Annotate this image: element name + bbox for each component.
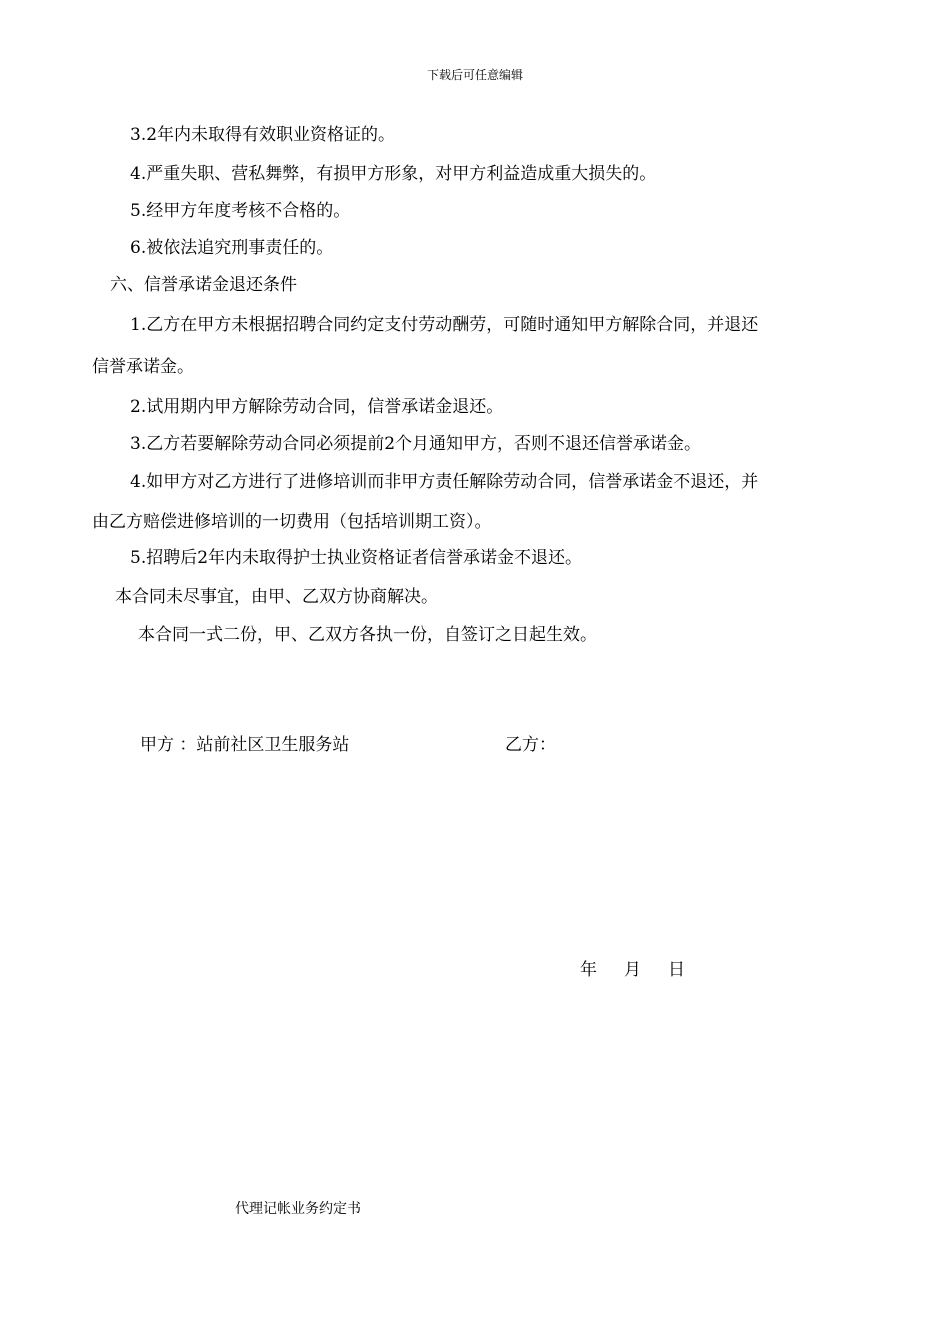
page-header-note: 下载后可任意编辑: [426, 68, 523, 82]
party-a-signature: 甲方 ：站前社区卫生服务站: [140, 735, 350, 755]
refund-item-2-line: 2.试用期内甲方解除劳动合同，信誉承诺金退还。: [130, 397, 504, 417]
contract-effect-line: 本合同一式二份，甲、乙双方各执一份，自签订之日起生效。: [138, 625, 597, 645]
section-6-heading: 六、信誉承诺金退还条件: [110, 275, 297, 295]
refund-item-1-line-1: 1.乙方在甲方未根据招聘合同约定支付劳动酬劳，可随时通知甲方解除合同，并退还: [130, 315, 759, 335]
refund-item-4-line-2: 由乙方赔偿进修培训的一切费用（包括培训期工资）。: [92, 512, 492, 532]
clause-4-line: 4.严重失职、营私舞弊，有损甲方形象，对甲方利益造成重大损失的。: [130, 164, 657, 184]
refund-item-1-line-2: 信誉承诺金。: [92, 357, 194, 377]
clause-5-line: 5.经甲方年度考核不合格的。: [130, 201, 351, 221]
refund-item-5-line: 5.招聘后2年内未取得护士执业资格证者信誉承诺金不退还。: [130, 548, 583, 568]
clause-3-line: 3.2年内未取得有效职业资格证的。: [130, 125, 396, 145]
next-document-title: 代理记帐业务约定书: [235, 1201, 361, 1217]
contract-note-line: 本合同未尽事宜，由甲、乙双方协商解决。: [115, 587, 438, 607]
party-b-signature: 乙方：: [505, 735, 556, 755]
clause-6-line: 6.被依法追究刑事责任的。: [130, 238, 334, 258]
refund-item-3-line: 3.乙方若要解除劳动合同必须提前2个月通知甲方，否则不退还信誉承诺金。: [130, 434, 702, 454]
signature-date: 年 月 日: [580, 960, 686, 980]
refund-item-4-line-1: 4.如甲方对乙方进行了进修培训而非甲方责任解除劳动合同，信誉承诺金不退还，并: [130, 472, 759, 492]
